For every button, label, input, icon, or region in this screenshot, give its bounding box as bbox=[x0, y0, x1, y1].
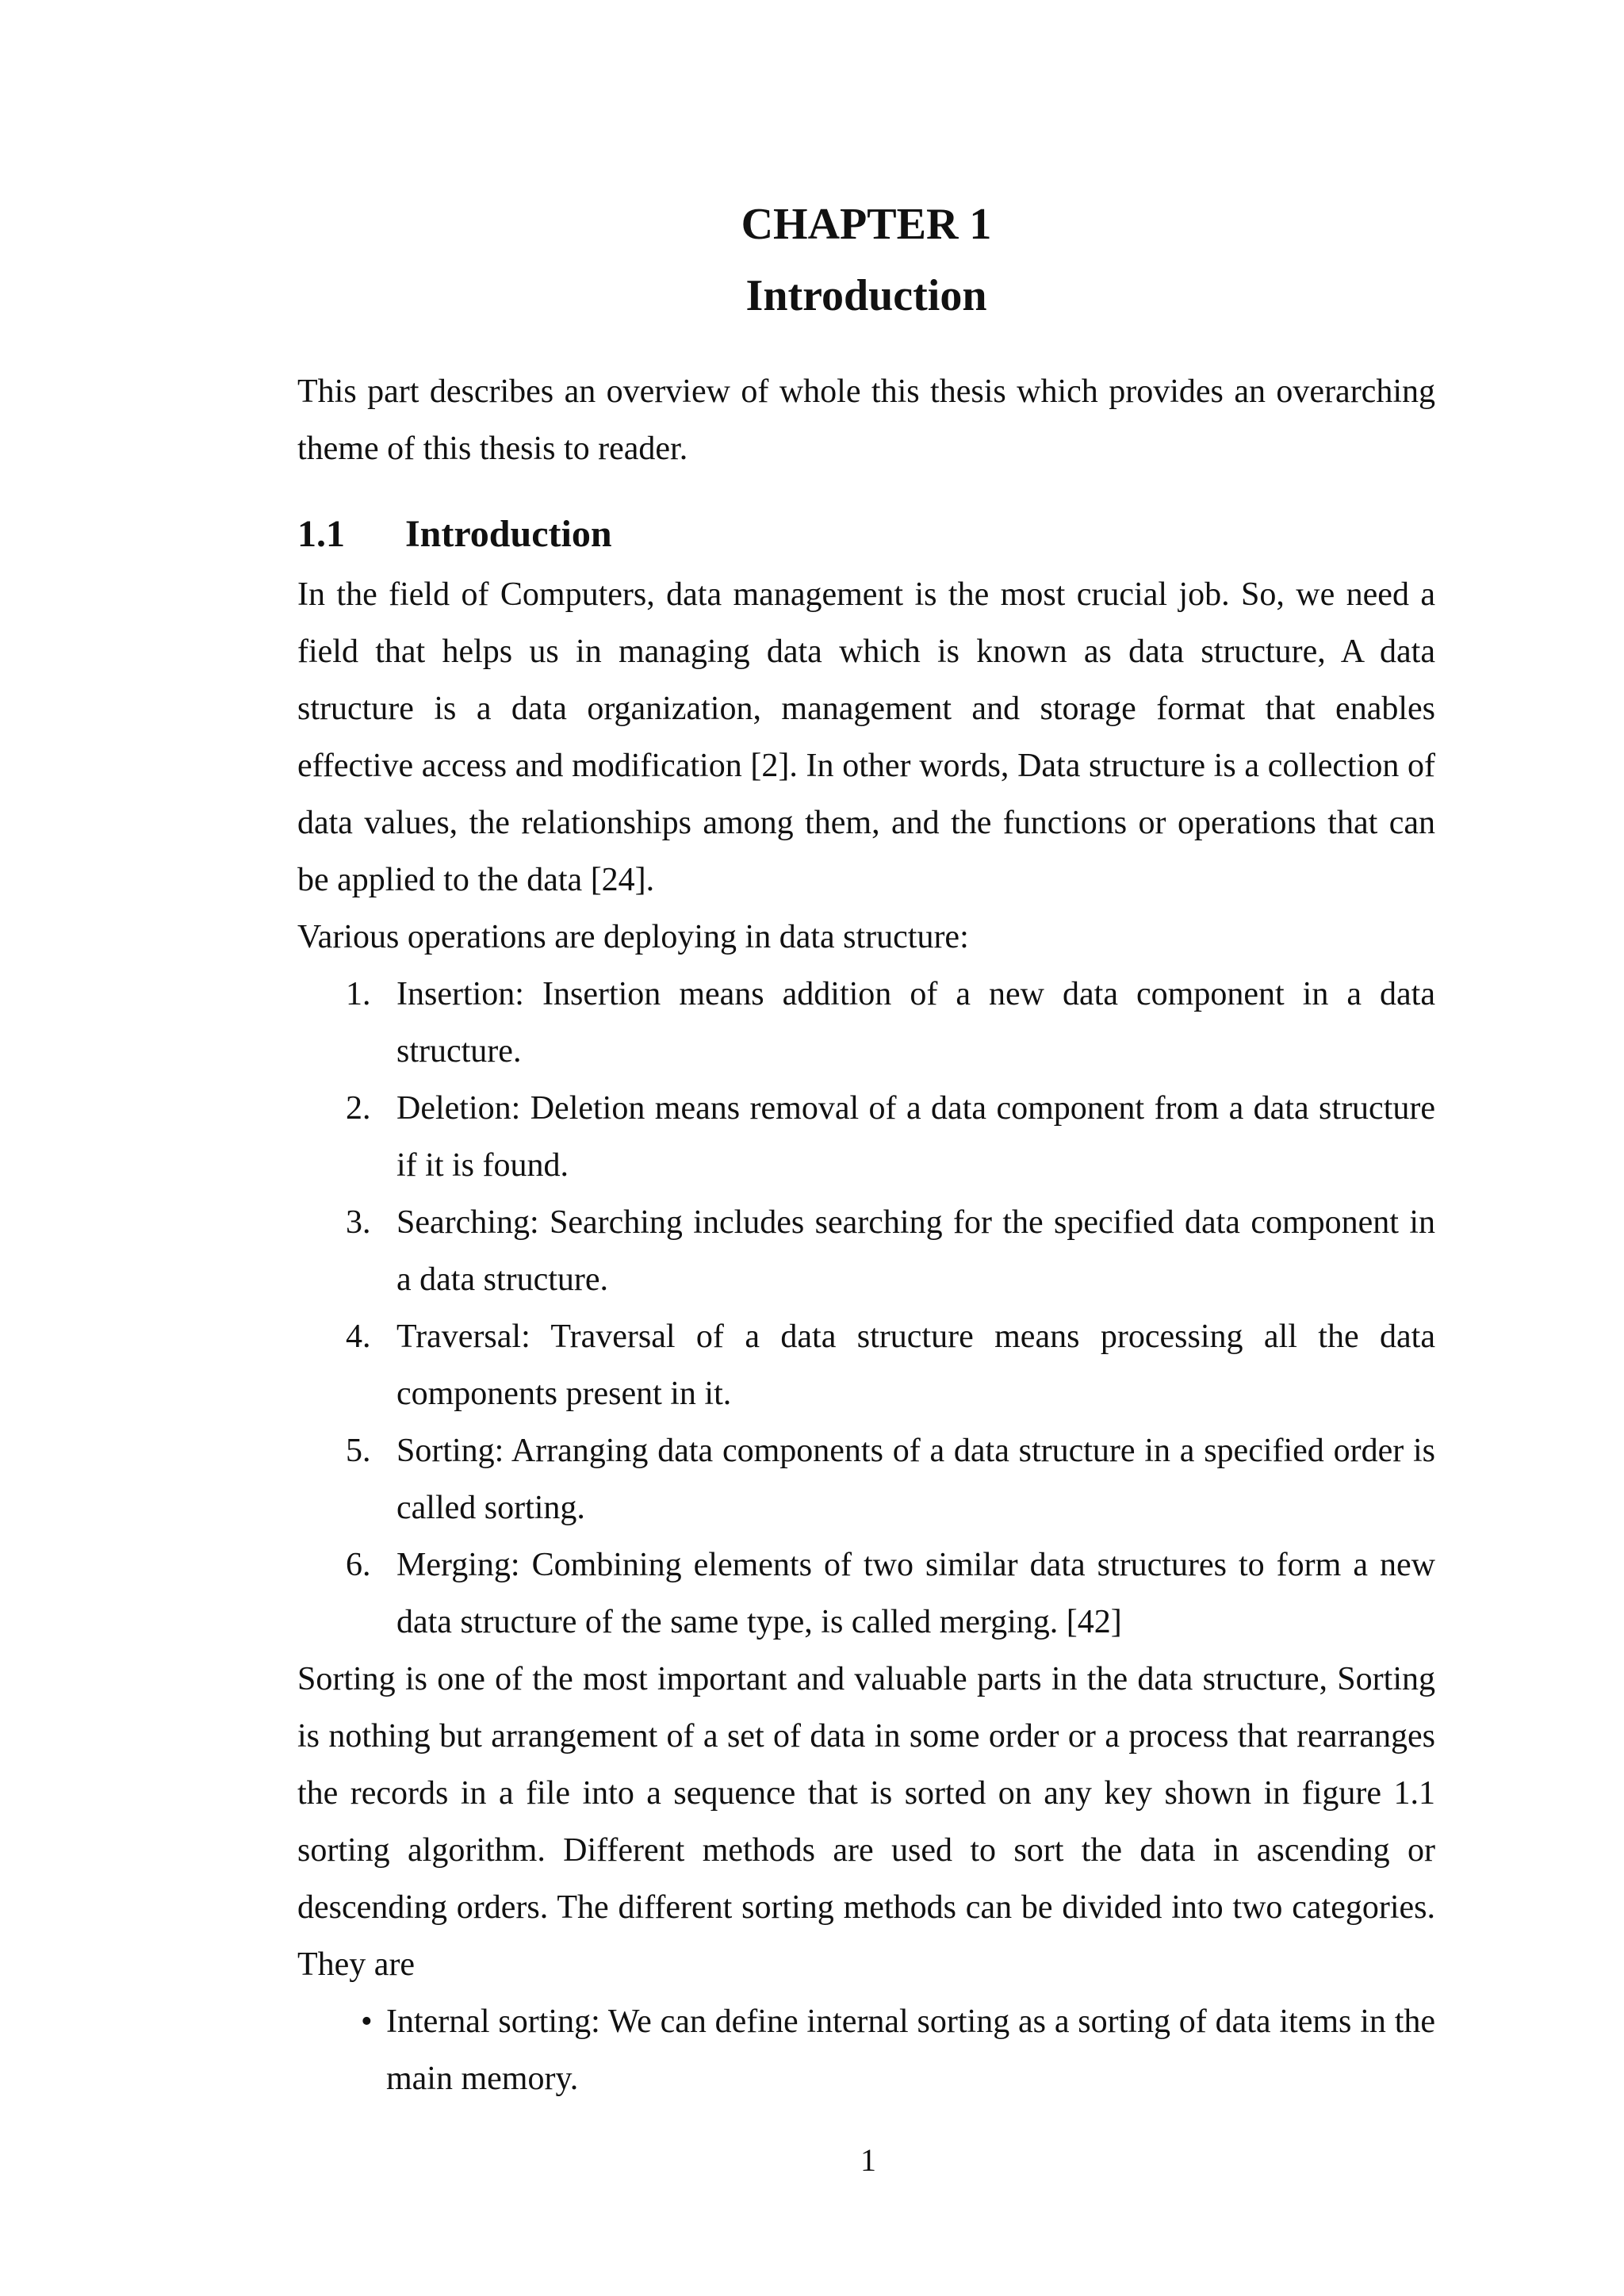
operations-intro: Various operations are deploying in data structure: bbox=[297, 919, 969, 955]
section-number: 1.1 bbox=[297, 513, 345, 555]
list-item bbox=[346, 1536, 1435, 1651]
section-paragraph-data-structure: In the field of Computers, data management is the most crucial job. So, we need a field that helps us in managing data which is known as data structure, A data structure is a data organization, management and storage format that enables effective access and modification [2]. In other words, Data structure is a collection of data values, the relationships among them, and the functions or operations that can be applied to the data [24]. bbox=[297, 576, 1435, 898]
operations-list bbox=[297, 966, 1435, 1651]
list-item bbox=[346, 1308, 1435, 1422]
list-item-text: Insertion: Insertion means addition of a new data component in a data structure. bbox=[396, 976, 1435, 1070]
list-item bbox=[346, 1422, 1435, 1536]
list-item-number: 5. bbox=[346, 1433, 371, 1469]
list-item-text: Merging: Combining elements of two similar data structures to form a new data structure of the same type, is called merging. [42] bbox=[396, 1547, 1435, 1640]
list-item-number: 3. bbox=[346, 1204, 371, 1241]
page-content bbox=[297, 189, 1435, 2107]
section-paragraph-sorting: Sorting is one of the most important and valuable parts in the data structure, Sorting is nothing but arrangement of a set of data in some order or a process that rearranges the records in a file into a sequence that is sorted on any key shown in figure 1.1 sorting algorithm. Different methods are used to sort the data in ascending or descending orders. The different sorting methods can be divided into two categories. They are bbox=[297, 1661, 1435, 1983]
chapter-overview-paragraph: This part describes an overview of whole this thesis which provides an overarching theme of this thesis to reader. bbox=[297, 373, 1435, 467]
list-item bbox=[346, 1194, 1435, 1308]
list-item-text: Traversal: Traversal of a data structure means processing all the data components present in it. bbox=[396, 1318, 1435, 1412]
section-heading bbox=[297, 503, 1435, 566]
list-item bbox=[346, 966, 1435, 1080]
page-number: 1 bbox=[860, 2142, 876, 2178]
list-item-text: Sorting: Arranging data components of a data structure in a specified order is called sorting. bbox=[396, 1433, 1435, 1526]
list-item-number: 2. bbox=[346, 1090, 371, 1127]
chapter-title: Introduction bbox=[745, 271, 987, 320]
section-title: Introduction bbox=[405, 513, 612, 555]
list-item-number: 6. bbox=[346, 1547, 371, 1583]
list-item-number: 4. bbox=[346, 1318, 371, 1355]
list-item-text: Searching: Searching includes searching for the specified data component in a data structure. bbox=[396, 1204, 1435, 1298]
list-item-text: Deletion: Deletion means removal of a data component from a data structure if it is found. bbox=[396, 1090, 1435, 1184]
bullet-icon: • bbox=[361, 2003, 373, 2040]
list-item-text: Internal sorting: We can define internal sorting as a sorting of data items in the main memory. bbox=[386, 2003, 1435, 2097]
list-item-number: 1. bbox=[346, 976, 371, 1012]
list-item bbox=[346, 1080, 1435, 1194]
sorting-categories-list bbox=[297, 1993, 1435, 2107]
list-item bbox=[361, 1993, 1435, 2107]
chapter-number: CHAPTER 1 bbox=[741, 200, 992, 249]
